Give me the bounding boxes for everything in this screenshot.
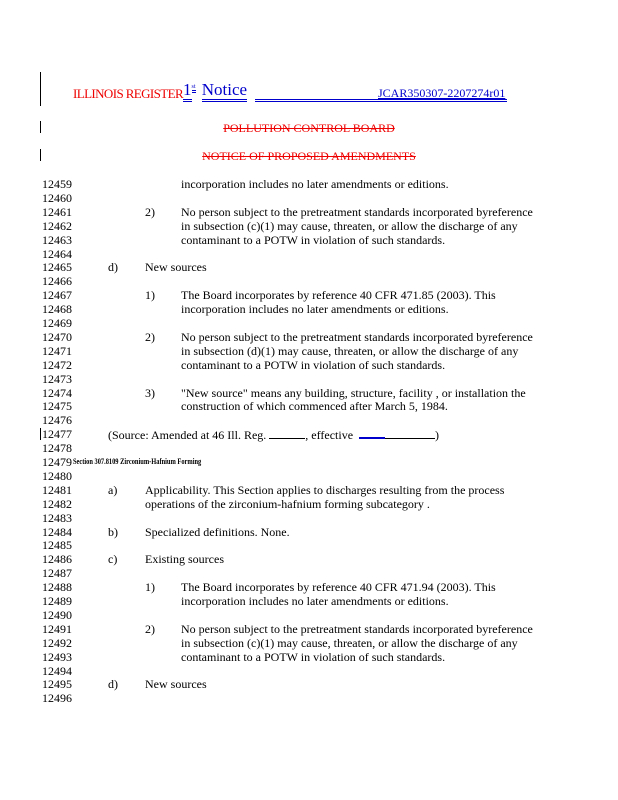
line-number: 12472 <box>42 357 72 372</box>
line-number: 12488 <box>42 580 72 595</box>
line-text: operations of the zirconium-hafnium forming subcategory . <box>145 496 430 511</box>
line-text: No person subject to the pretreatment standards incorporated byreference <box>181 329 533 344</box>
line-number: 12463 <box>42 232 72 247</box>
notice-suffix: st <box>192 84 196 93</box>
line-text: in subsection (d)(1) may cause, threaten, or allow the discharge of any <box>181 343 519 358</box>
line-number: 12483 <box>42 510 72 525</box>
line-number: 12464 <box>42 246 72 261</box>
section-heading: Section 307.8109 Zirconium-Hafnium Forming <box>73 457 202 466</box>
change-bar <box>40 428 41 440</box>
line-number: 12496 <box>42 691 72 706</box>
line-number: 12494 <box>42 663 72 678</box>
line-number: 12487 <box>42 566 72 581</box>
line-number: 12492 <box>42 635 72 650</box>
line-number: 12485 <box>42 538 72 553</box>
source-suffix: ) <box>435 428 440 443</box>
line-number: 12486 <box>42 552 72 567</box>
item-label: 2) <box>145 621 155 636</box>
line-number: 12475 <box>42 399 72 414</box>
blank-date-inserted <box>359 427 385 439</box>
line-number: 12493 <box>42 649 72 664</box>
line-number: 12495 <box>42 677 72 692</box>
line-number: 12469 <box>42 316 72 330</box>
line-text: in subsection (c)(1) may cause, threaten, or allow the discharge of any <box>181 635 518 650</box>
line-number: 12476 <box>42 413 72 428</box>
line-number: 12490 <box>42 607 72 622</box>
line-number: 12460 <box>42 190 72 205</box>
source-middle: , effective <box>305 428 354 443</box>
blank-date <box>385 428 435 439</box>
line-number: 12466 <box>42 274 72 289</box>
line-number: 12468 <box>42 302 72 317</box>
line-number: 12465 <box>42 260 72 275</box>
blank-reg-page <box>269 428 305 439</box>
line-number: 12459 <box>42 177 72 191</box>
line-text: incorporation includes no later amendments or editions. <box>181 177 449 191</box>
line-text: No person subject to the pretreatment standards incorporated byreference <box>181 204 533 219</box>
line-number: 12482 <box>42 496 72 511</box>
line-text: Existing sources <box>145 552 224 567</box>
line-number: 12467 <box>42 288 72 303</box>
line-number: 12480 <box>42 468 72 483</box>
item-label: d) <box>108 677 118 692</box>
notice-word: Notice <box>202 80 247 102</box>
line-number: 12484 <box>42 524 72 539</box>
item-label: a) <box>108 482 118 497</box>
line-number: 12489 <box>42 594 72 608</box>
line-text: contaminant to a POTW in violation of such standards. <box>181 232 446 247</box>
line-text: contaminant to a POTW in violation of such standards. <box>181 649 446 664</box>
line-text: "New source" means any building, structure, facility , or installation the <box>181 385 526 400</box>
line-text: Specialized definitions. None. <box>145 524 290 539</box>
line-text: New sources <box>145 677 207 692</box>
notice-number-value: 1 <box>183 80 192 102</box>
item-label: 1) <box>145 288 155 303</box>
line-number: 12474 <box>42 385 72 400</box>
line-text: No person subject to the pretreatment standards incorporated byreference <box>181 621 533 636</box>
notice-number <box>183 80 247 100</box>
line-text: incorporation includes no later amendments or editions. <box>181 302 449 317</box>
agency-name: POLLUTION CONTROL BOARD <box>223 121 395 135</box>
line-number: 12491 <box>42 621 72 636</box>
line-text: The Board incorporates by reference 40 CFR 471.85 (2003). This <box>181 288 496 303</box>
line-number: 12481 <box>42 482 72 497</box>
line-text: New sources <box>145 260 207 275</box>
item-label: 2) <box>145 329 155 344</box>
line-text: construction of which commenced after March 5, 1984. <box>181 399 448 414</box>
source-prefix: (Source: Amended at 46 Ill. Reg. <box>108 428 267 443</box>
line-number: 12462 <box>42 218 72 233</box>
change-bar <box>40 72 41 106</box>
source-note <box>108 427 439 442</box>
line-number: 12478 <box>42 441 72 456</box>
item-label: d) <box>108 260 118 275</box>
notice-title: NOTICE OF PROPOSED AMENDMENTS <box>202 149 416 163</box>
line-text: Applicability. This Section applies to discharges resulting from the process <box>145 482 505 497</box>
line-number: 12461 <box>42 204 72 219</box>
document-id: JCAR350307-2207274r01 <box>378 86 506 100</box>
line-text: in subsection (c)(1) may cause, threaten, or allow the discharge of any <box>181 218 518 233</box>
item-label: 2) <box>145 204 155 219</box>
line-number: 12470 <box>42 329 72 344</box>
register-title: ILLINOIS REGISTER <box>73 86 184 101</box>
line-text: contaminant to a POTW in violation of such standards. <box>181 357 446 372</box>
item-label: b) <box>108 524 118 539</box>
line-number: 12479 <box>42 455 72 469</box>
item-label: c) <box>108 552 118 567</box>
item-label: 1) <box>145 580 155 595</box>
line-number: 12477 <box>42 427 72 442</box>
line-number: 12473 <box>42 371 72 386</box>
line-text: The Board incorporates by reference 40 CFR 471.94 (2003). This <box>181 580 496 595</box>
line-text: incorporation includes no later amendments or editions. <box>181 594 449 608</box>
line-number: 12471 <box>42 343 72 358</box>
item-label: 3) <box>145 385 155 400</box>
